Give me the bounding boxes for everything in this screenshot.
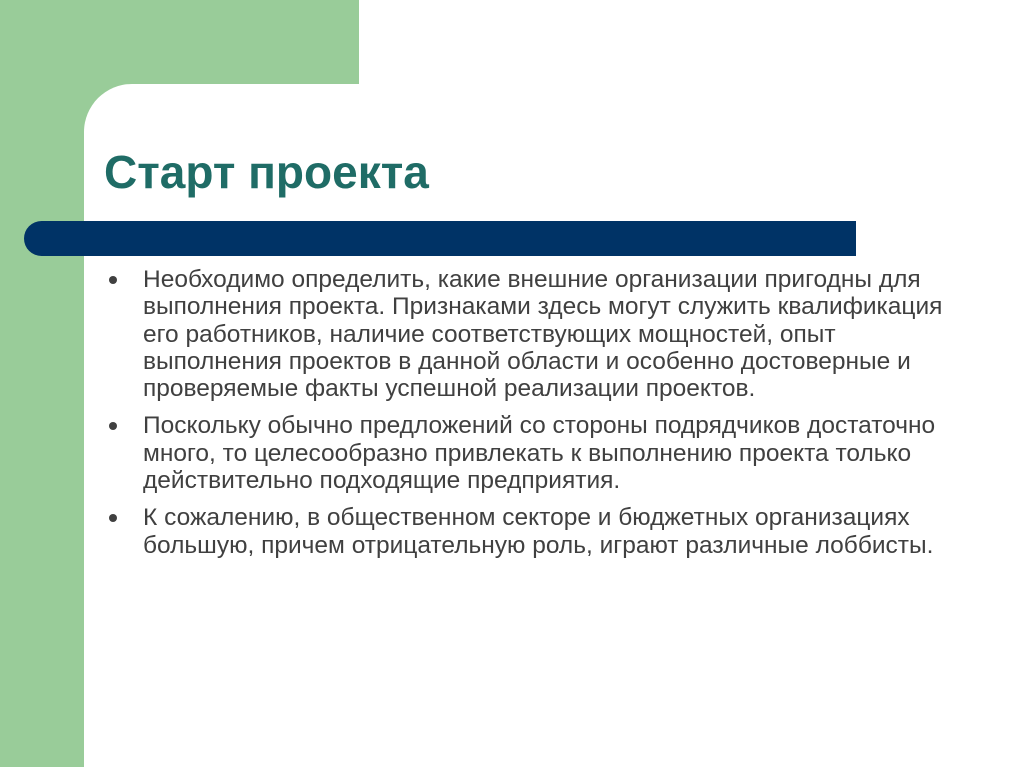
bullet-item (100, 504, 960, 559)
bullet-text: К сожалению, в общественном секторе и бюджетных организациях большую, причем отрицательную роль, играют различные лоббисты. (143, 504, 934, 559)
bullet-dot-icon (109, 422, 117, 430)
slide-title: Старт проекта (104, 146, 429, 198)
bullet-text: Поскольку обычно предложений со стороны подрядчиков достаточно много, то целесообразно привлекать к выполнению проекта только действительно подходящие предприятия. (143, 412, 936, 495)
bullet-item (100, 266, 960, 402)
bullet-text: Необходимо определить, какие внешние организации пригодны для выполнения проекта. Признаками здесь могут служить квалификация его работников, наличие соответствующих мощностей, опыт выполнения проектов в данной области и особенно достоверные и проверяемые факты успешной реализации проектов. (143, 266, 943, 403)
bullet-item (100, 412, 960, 494)
bullet-dot-icon (109, 276, 117, 284)
bullet-list (100, 266, 960, 569)
title-underline-bar (24, 221, 856, 256)
bullet-dot-icon (109, 514, 117, 522)
